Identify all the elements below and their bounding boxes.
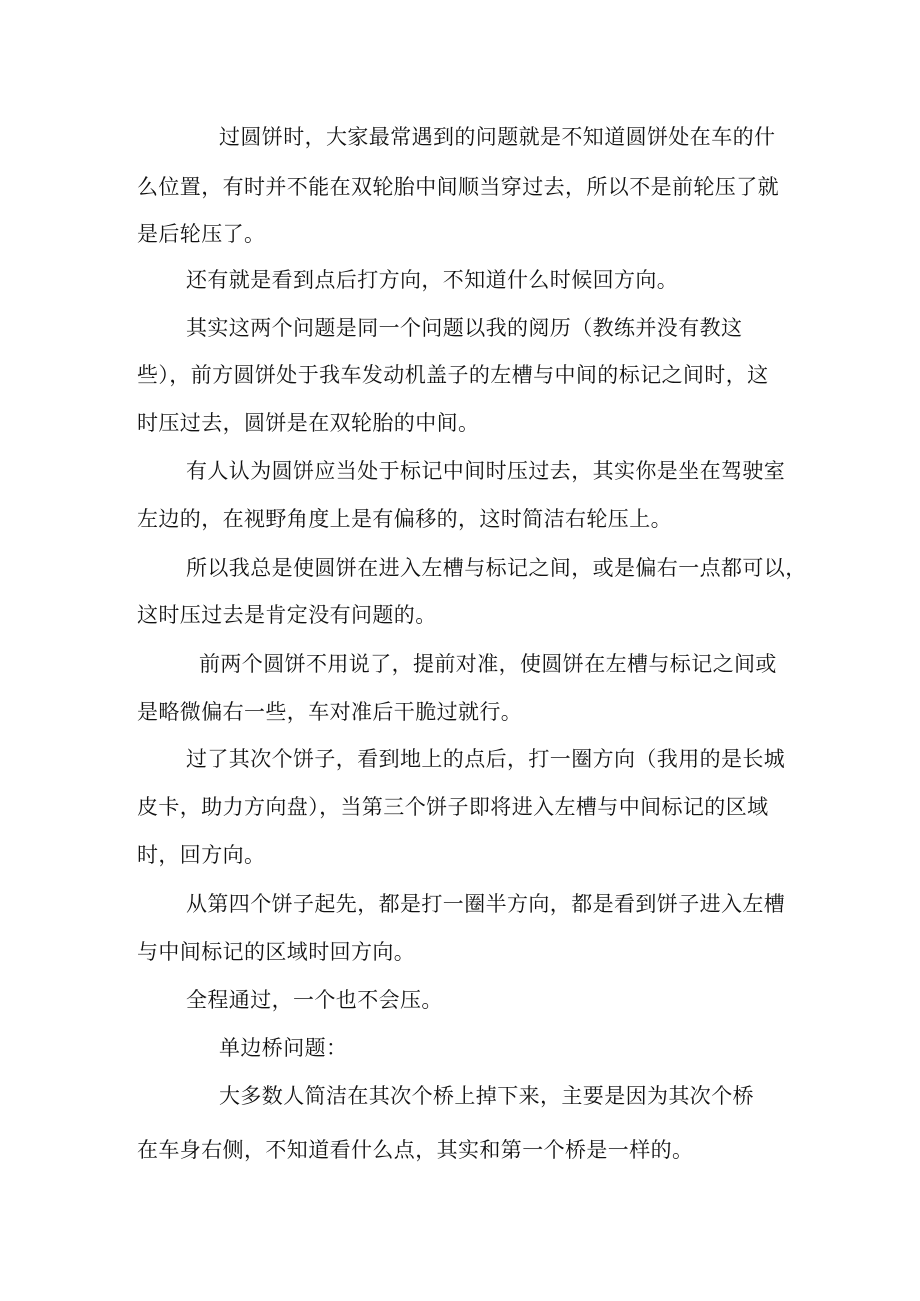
text-line: 与中间标记的区域时回方向。 [137, 940, 416, 964]
text-line: 大多数人简洁在其次个桥上掉下来，主要是因为其次个桥 [219, 1084, 754, 1108]
text-line: 所以我总是使圆饼在进入左槽与标记之间，或是偏右一点都可以， [186, 556, 807, 580]
text-line: 是后轮压了。 [137, 222, 266, 246]
text-line: 些），前方圆饼处于我车发动机盖子的左槽与中间的标记之间时，这 [137, 363, 769, 387]
text-line: 是略微偏右一些，车对准后干脆过就行。 [137, 700, 523, 724]
text-line: 有人认为圆饼应当处于标记中间时压过去，其实你是坐在驾驶室 [186, 459, 786, 483]
text-line: 过了其次个饼子，看到地上的点后，打一圈方向（我用的是长城 [186, 747, 786, 771]
text-line: 这时压过去是肯定没有问题的。 [137, 603, 437, 627]
text-line: 过圆饼时，大家最常遇到的问题就是不知道圆饼处在车的什 [219, 125, 776, 149]
text-line: 么位置，有时并不能在双轮胎中间顺当穿过去，所以不是前轮压了就 [137, 175, 779, 199]
text-line: 皮卡，助力方向盘），当第三个饼子即将进入左槽与中间标记的区域 [137, 795, 769, 819]
text-line: 在车身右侧，不知道看什么点，其实和第一个桥是一样的。 [137, 1138, 694, 1162]
text-line: 还有就是看到点后打方向，不知道什么时候回方向。 [186, 268, 679, 292]
text-line: 其实这两个问题是同一个问题以我的阅历（教练并没有教这 [186, 316, 743, 340]
text-line: 时压过去，圆饼是在双轮胎的中间。 [137, 411, 480, 435]
text-line: 从第四个饼子起先，都是打一圈半方向，都是看到饼子进入左槽 [186, 892, 786, 916]
section-heading: 单边桥问题： [219, 1036, 348, 1060]
text-line: 前两个圆饼不用说了，提前对准，使圆饼在左槽与标记之间或 [199, 652, 777, 676]
text-line: 左边的，在视野角度上是有偏移的，这时简洁右轮压上。 [137, 507, 672, 531]
text-line: 全程通过，一个也不会压。 [186, 988, 443, 1012]
text-line: 时，回方向。 [137, 843, 266, 867]
